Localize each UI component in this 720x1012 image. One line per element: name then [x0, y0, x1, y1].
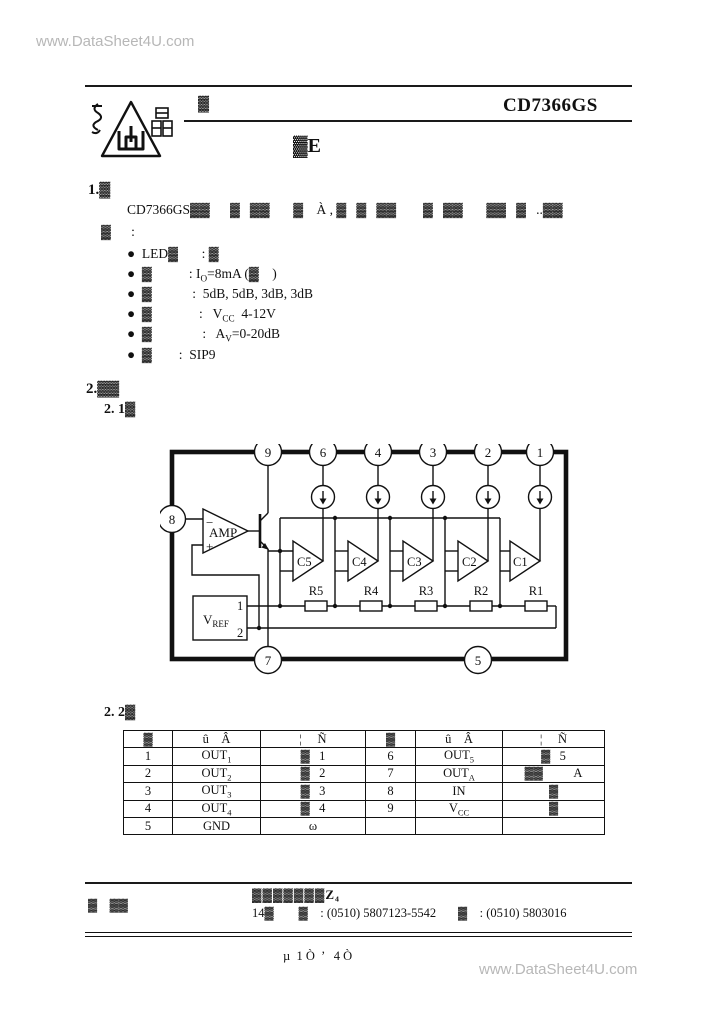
col-header: ▓ — [124, 731, 173, 748]
pin-no — [366, 818, 416, 835]
pin-number: 6 — [319, 445, 327, 460]
feature-bullet: ● ▓ : 5dB, 5dB, 3dB, 3dB — [127, 286, 314, 301]
vref-pin1-label: 1 — [237, 599, 244, 613]
pin-no: 6 — [366, 748, 416, 766]
pin-name: $V_{CC}$ — [416, 800, 503, 818]
pin-name: $OUT_A$ — [416, 765, 503, 783]
watermark-top: www.DataSheet4U.com — [36, 33, 195, 50]
col-header: ¦ Ñ — [261, 731, 366, 748]
comparator-label: C4 — [352, 555, 367, 569]
col-header: ¦ Ñ — [503, 731, 605, 748]
feature-bullet: ● ▓ : $A_V=0-20dB$ — [127, 326, 281, 344]
amp-label: AMP — [209, 525, 238, 540]
header-under-rule — [184, 120, 632, 122]
table-row — [124, 783, 605, 801]
section1-heading: 1.▓ — [88, 182, 111, 198]
page-title: CD7366GS — [503, 95, 598, 116]
feature-bullet: ● ▓ : $V_{CC}$ 4-12V — [127, 306, 276, 324]
pin-function: ▓ — [503, 800, 605, 818]
resistor-label: R4 — [363, 584, 379, 598]
pin-name: $OUT_5$ — [416, 748, 503, 766]
pin-name: GND — [173, 818, 261, 835]
pin-no: 4 — [124, 800, 173, 818]
block-diagram — [160, 444, 574, 678]
pin-name: IN — [416, 783, 503, 801]
pin-function: ▓ 2 — [261, 765, 366, 783]
pin-no: 5 — [124, 818, 173, 835]
pin-no: 9 — [366, 800, 416, 818]
section2-heading: 2.▓▓ — [86, 381, 120, 397]
logo-left-character — [92, 104, 102, 133]
vref-label: $V_{REF}$ — [203, 612, 229, 629]
pin-no: 7 — [366, 765, 416, 783]
huajing-logo — [88, 96, 174, 162]
pin-number: 4 — [374, 445, 382, 460]
pin-no: 1 — [124, 748, 173, 766]
resistor — [525, 601, 547, 611]
resistor — [415, 601, 437, 611]
pin-name: $OUT_4$ — [173, 800, 261, 818]
doc-center-char: ▓E — [293, 135, 321, 157]
resistor-label: R1 — [528, 584, 544, 598]
amp-plus: + — [206, 539, 214, 554]
comparator-label: C1 — [513, 555, 528, 569]
pin-function-table — [123, 730, 605, 835]
vref-pin2-label: 2 — [237, 626, 244, 640]
current-source — [312, 486, 552, 509]
page-number: µ 1 Ò ’ 4 Ò — [283, 949, 353, 963]
pin-no: 8 — [366, 783, 416, 801]
pin-function: ▓ 3 — [261, 783, 366, 801]
pin-name: $OUT_3$ — [173, 783, 261, 801]
pin-function: ▓▓ A — [503, 765, 605, 783]
resistor — [360, 601, 382, 611]
section2-2-heading: 2. 2▓ — [104, 705, 136, 720]
pin-name — [416, 818, 503, 835]
col-header: ▓ — [366, 731, 416, 748]
footer-left-text: ▓ ▓▓ — [88, 898, 128, 912]
pin-name: $OUT_2$ — [173, 765, 261, 783]
logo-maze-mark — [119, 126, 143, 149]
pin-number: 5 — [474, 653, 482, 668]
pin-number: 1 — [536, 445, 544, 460]
pin-function: ▓ 1 — [261, 748, 366, 766]
section1-subline: ▓ : — [101, 224, 135, 239]
comparator-label: C3 — [407, 555, 422, 569]
table-row — [124, 800, 605, 818]
pin-number: 9 — [264, 445, 272, 460]
pin-function: ▓ 5 — [503, 748, 605, 766]
table-row — [124, 818, 605, 835]
footer-address: 14▓ ▓ : (0510) 5807123-5542 ▓ : (0510) 5803016 — [252, 906, 567, 920]
section2-1-heading: 2. 1▓ — [104, 402, 136, 417]
comparator-label: C2 — [462, 555, 477, 569]
amp-minus: − — [206, 515, 214, 530]
pin-number: 3 — [429, 445, 437, 460]
pin-function — [503, 818, 605, 835]
pin-name: $OUT_1$ — [173, 748, 261, 766]
resistor — [305, 601, 327, 611]
footer-company: ▓▓▓▓▓▓▓Z₄ — [252, 887, 340, 902]
logo-right-character — [152, 108, 172, 136]
resistor-label: R2 — [473, 584, 489, 598]
pin-no: 2 — [124, 765, 173, 783]
pin-function: ▓ — [503, 783, 605, 801]
feature-bullet: ● LED▓ : ▓ — [127, 246, 219, 261]
comparator-label: C5 — [297, 555, 312, 569]
col-header: û Â — [416, 731, 503, 748]
header-small-char: ▓ — [198, 96, 209, 112]
watermark-bottom: www.DataSheet4U.com — [479, 961, 638, 978]
footer-double-rule — [85, 932, 632, 937]
resistor — [470, 601, 492, 611]
col-header: û Â — [173, 731, 261, 748]
pin-number: 7 — [264, 653, 272, 668]
feature-bullet: ● ▓ : $I_O=8mA$ (▓ ) — [127, 266, 277, 284]
pin-number: 2 — [484, 445, 492, 460]
pin-function: ▓ 4 — [261, 800, 366, 818]
header-top-rule — [85, 85, 632, 87]
pin-no: 3 — [124, 783, 173, 801]
section1-intro: CD7366GS▓▓ ▓ ▓▓ ▓ À , ▓ ▓ ▓▓ ▓ ▓▓ ▓▓ ▓ ..▓▓ — [127, 202, 563, 217]
table-row — [124, 765, 605, 783]
footer-top-rule — [85, 882, 632, 884]
pin-function: ω — [261, 818, 366, 835]
pin-number: 8 — [168, 512, 176, 527]
feature-bullet: ● ▓ : SIP9 — [127, 347, 216, 362]
resistor-label: R3 — [418, 584, 434, 598]
table-row — [124, 748, 605, 766]
resistor-label: R5 — [308, 584, 324, 598]
table-header-row — [124, 731, 605, 748]
